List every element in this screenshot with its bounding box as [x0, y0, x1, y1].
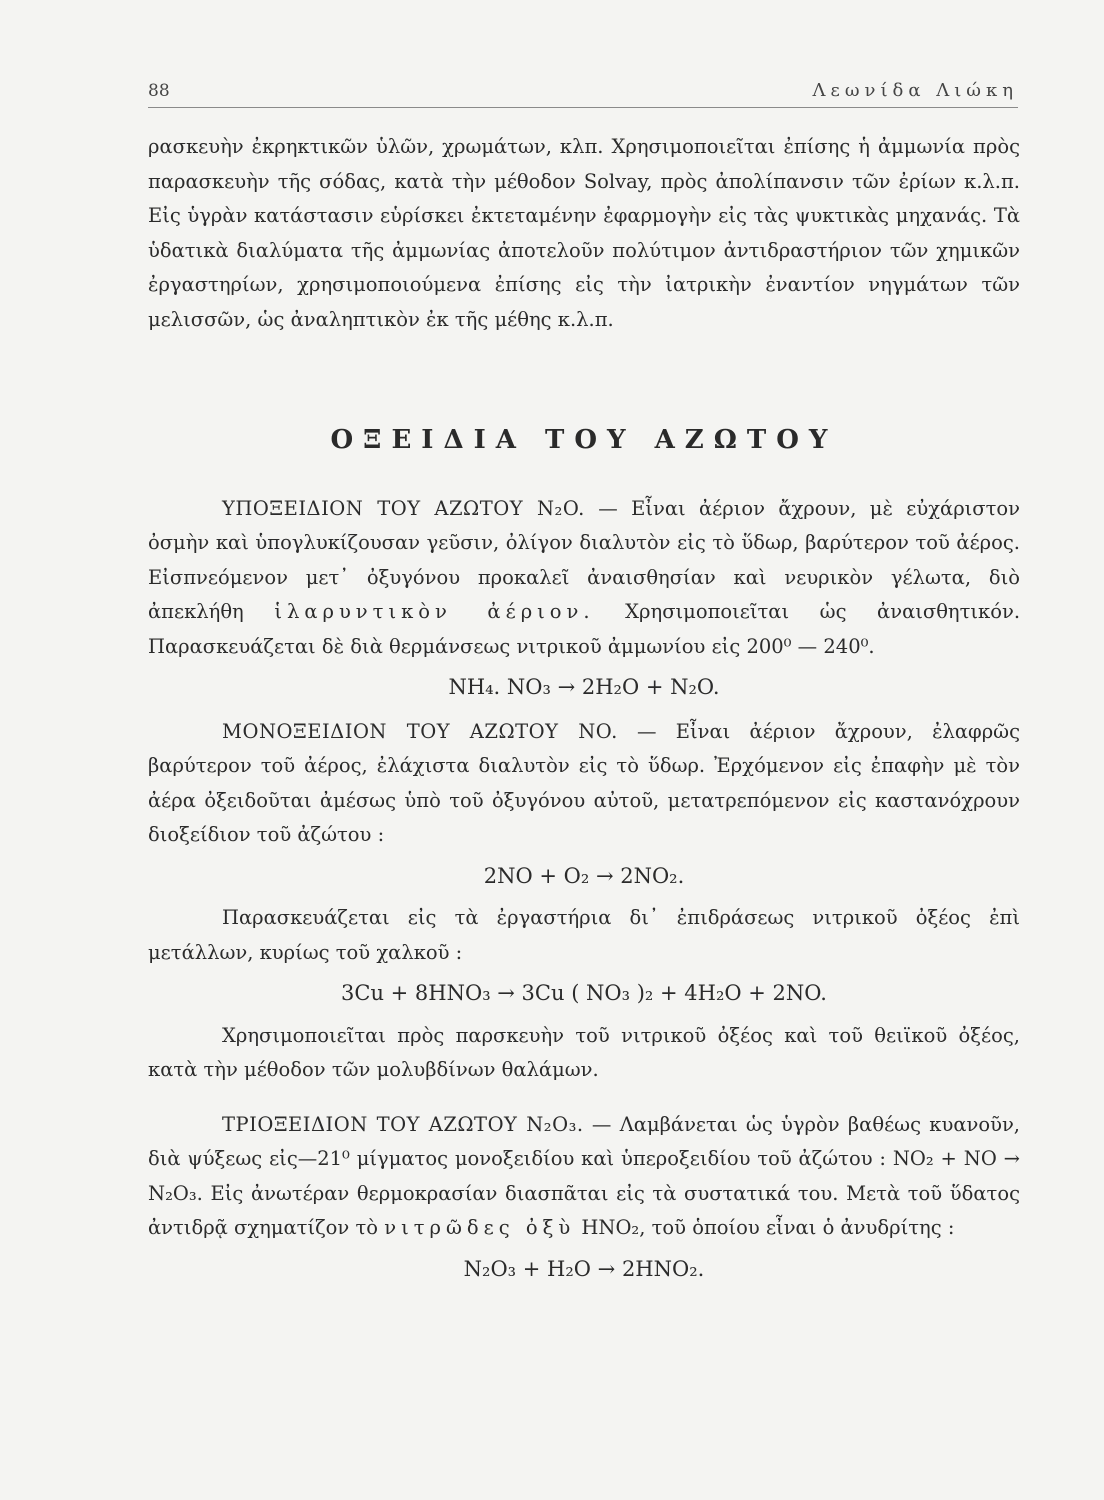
monoxide-heading: ΜΟΝΟΞΕΙΔΙΟΝ ΤΟΥ ΑΖΩΤΟΥ NO. [222, 719, 618, 743]
trioxide-paragraph [148, 1108, 1020, 1246]
trioxide-text-2: HNO₂, τοῦ ὁποίου εἶναι ὁ ἀνυδρίτης : [581, 1216, 955, 1239]
running-head: Λεωνίδα Λιώκη [812, 80, 1018, 101]
trioxide-spaced-term: νιτρῶδες ὀξὺ [384, 1216, 576, 1239]
page-body [148, 130, 1020, 1294]
monoxide-text-3: Χρησιμοποιεῖται πρὸς παρσκευὴν τοῦ νιτρικοῦ ὀξέος καὶ τοῦ θειϊκοῦ ὀξέος, κατὰ τὴν μέθοδον τῶν μολυβδίνων θαλάμων. [148, 1023, 1020, 1081]
hyponitrous-text-2: Χρησιμοποιεῖται ὡς ἀναισθητικόν. Παρασκευάζεται δὲ διὰ θερμάνσεως νιτρικοῦ ἀμμωνίου εἰς 200⁰ — 240⁰. [148, 600, 1021, 658]
hyponitrous-text-1: — Εἶναι ἀέριον ἄχρουν, μὲ εὐχάριστον ὀσμὴν καὶ ὑπογλυκίζουσαν γεῦσιν, ὀλίγον διαλυτὸν εἰς τὸ ὕδωρ, βαρύτερον τοῦ ἀέρος. Εἰσπνεόμενον μετ᾽ ὀξυγόνου προκαλεῖ ἀναισθησίαν καὶ νευρικὸν γέλωτα, διὸ ἀπεκλήθη [148, 496, 1020, 623]
hyponitrous-equation: NH₄. NO₃ → 2H₂O + N₂O. [448, 675, 720, 699]
trioxide-heading: ΤΡΙΟΞΕΙΔΙΟΝ ΤΟΥ ΑΖΩΤΟΥ N₂O₃. [222, 1112, 584, 1136]
monoxide-equation-1: 2NO + O₂ → 2NO₂. [483, 863, 685, 888]
trioxide-text-1: — Λαμβάνεται ὡς ὑγρὸν βαθέως κυανοῦν, διὰ ψύξεως εἰς—21⁰ μίγματος μονοξειδίου καὶ ὑπεροξειδίου τοῦ ἀζώτου : NO₂ + NO → N₂O₃. Εἰς ἀνωτέραν θερμοκρασίαν διασπᾶται εἰς τὰ συστατικά του. Μετὰ τοῦ ὕδατος ἀντιδρᾷ σχηματίζον τὸ [148, 1112, 1020, 1239]
intro-paragraph: ρασκευὴν ἐκρηκτικῶν ὑλῶν, χρωμάτων, κλπ. Χρησιμοποιεῖται ἐπίσης ἡ ἀμμωνία πρὸς παρασκευὴν τῆς σόδας, κατὰ τὴν μέθοδον Solvay, πρὸς ἀπολίπανσιν τῶν ἐρίων κ.λ.π. Εἰς ὑγρὰν κατάστασιν εὑρίσκει ἐκτεταμένην ἐφαρμογὴν εἰς τὰς ψυκτικὰς μηχανάς. Τὰ ὑδατικὰ διαλύματα τῆς ἀμμωνίας ἀποτελοῦν πολύτιμον ἀντιδραστήριον τῶν χημικῶν ἐργαστηρίων, χρησιμοποιούμενα ἐπίσης εἰς τὴν ἰατρικὴν ἐναντίον νηγμάτων τῶν μελισσῶν, ὡς ἀναληπτικὸν ἐκ τῆς μέθης κ.λ.π. [148, 135, 1020, 331]
hyponitrous-spaced-term: ἱλαρυντικὸν ἀέριον. [274, 600, 595, 623]
monoxide-equation-2: 3Cu + 8HNO₃ → 3Cu ( NO₃ )₂ + 4H₂O + 2NO. [341, 981, 827, 1005]
hyponitrous-paragraph [148, 492, 1020, 665]
hyponitrous-heading: ΥΠΟΞΕΙΔΙΟΝ ΤΟΥ ΑΖΩΤΟΥ N₂O. [222, 496, 585, 520]
monoxide-text-1: — Εἶναι ἀέριον ἄχρουν, ἐλαφρῶς βαρύτερον τοῦ ἀέρος, ἐλάχιστα διαλυτὸν εἰς τὸ ὕδωρ. Ἐρχόμενον εἰς ἐπαφὴν μὲ τὸν ἀέρα ὀξειδοῦται ἀμέσως ὑπὸ τοῦ ὀξυγόνου αὐτοῦ, μετατρεπόμενον εἰς καστανόχρουν διοξείδιον τοῦ ἀζώτου : [148, 719, 1020, 846]
page-number: 88 [148, 81, 170, 101]
page-header [148, 72, 1018, 108]
section-title: ΟΞΕΙΔΙΑ ΤΟΥ ΑΖΩΤΟΥ [330, 425, 838, 455]
trioxide-equation: N₂O₃ + H₂O → 2HNO₂. [463, 1256, 705, 1281]
monoxide-text-2: Παρασκευάζεται εἰς τὰ ἐργαστήρια δι᾽ ἐπιδράσεως νιτρικοῦ ὀξέος ἐπὶ μετάλλων, κυρίως τοῦ χαλκοῦ : [148, 906, 1020, 964]
monoxide-paragraph [148, 715, 1020, 853]
